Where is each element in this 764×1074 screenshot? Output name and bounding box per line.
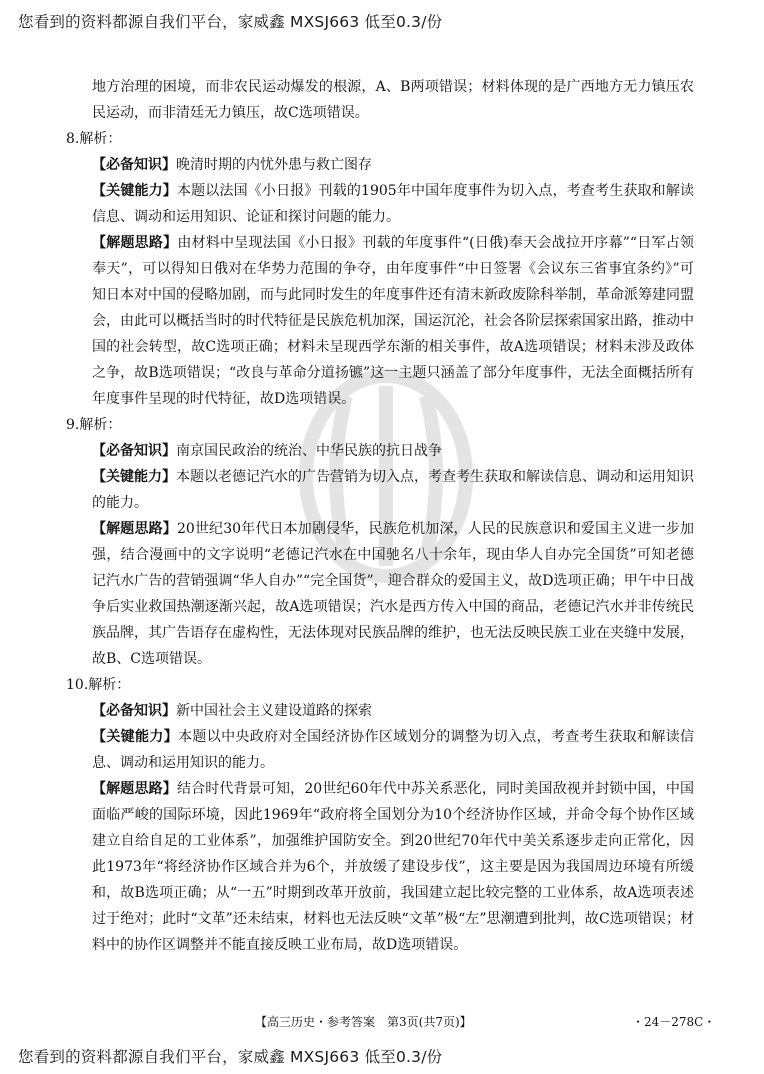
item-text: 本题以法国《小日报》刊载的1905年中国年度事件为切入点，考查考生获取和解读信息、调动和运用知识、论证和探讨问题的能力。 xyxy=(92,183,695,225)
question-10-heading: 10.解析： xyxy=(66,677,131,693)
footer-code: ・24－278C・ xyxy=(632,1015,716,1029)
tag-label: 【必备知识】 xyxy=(92,443,176,459)
tag-label: 【解题思路】 xyxy=(92,521,177,537)
q8-approach xyxy=(92,230,694,412)
item-text: 本题以中央政府对全国经济协作区域划分的调整为切入点，考查考生获取和解读信息、调动和运用知识的能力。 xyxy=(92,729,695,771)
item-text: 新中国社会主义建设道路的探索 xyxy=(176,703,372,719)
q8-ability xyxy=(92,178,694,230)
tag-label: 【解题思路】 xyxy=(92,235,178,251)
tag-label: 【关键能力】 xyxy=(92,469,176,485)
tag-label: 【关键能力】 xyxy=(92,183,177,199)
intro-paragraph: 地方治理的困境，而非农民运动爆发的根源，A、B两项错误；材料体现的是广西地方无力镇压农民运动，而非清廷无力镇压，故C选项错误。 xyxy=(92,79,694,121)
q10-ability xyxy=(92,724,694,776)
q8-knowledge xyxy=(92,152,694,178)
item-text: 本题以老德记汽水的广告营销为切入点，考查考生获取和解读信息、调动和运用知识的能力。 xyxy=(92,469,694,511)
bottom-banner: 您看到的资料都源自我们平台，家威鑫 MXSJ663 低至0.3/份 xyxy=(18,1048,443,1066)
top-banner: 您看到的资料都源自我们平台，家威鑫 MXSJ663 低至0.3/份 xyxy=(18,13,443,31)
question-9-heading: 9.解析： xyxy=(66,417,122,433)
q9-approach xyxy=(92,516,694,672)
item-text: 晚清时期的内忧外患与救亡图存 xyxy=(176,157,372,173)
item-text: 结合时代背景可知，20世纪60年代中苏关系恶化，同时美国敌视并封锁中国，中国面临严峻的国际环境，因此1969年“政府将全国划分为10个经济协作区域，并命令每个协作区域建立自给自足的工业体系”，加强维护国防安全。到20世纪70年代中美关系逐步走向正常化，因此1973年“将经济协作区域合并为6个，并放缓了建设步伐”，这主要是因为我国周边环境有所缓和，故B选项正确；从“一五”时期到改革开放前，我国建立起比较完整的工业体系，故A选项表述过于绝对；此时“文革”还未结束，材料也无法反映“文革”极“左”思潮遭到批判，故C选项错误；材料中的协作区调整并不能直接反映工业布局，故D选项错误。 xyxy=(92,781,694,953)
q9-knowledge xyxy=(92,438,694,464)
question-8-heading: 8.解析： xyxy=(66,131,122,147)
tag-label: 【必备知识】 xyxy=(92,703,176,719)
tag-label: 【必备知识】 xyxy=(92,157,176,173)
item-text: 由材料中呈现法国《小日报》刊载的年度事件“(日俄)奉天会战拉开序幕”“日军占领奉天”，可以得知日俄对在华势力范围的争夺，由年度事件“中日签署《会议东三省事宜条约》”可知日本对中国的侵略加剧，而与此同时发生的年度事件还有清末新政废除科举制，革命派筹建同盟会，由此可以概括当时的时代特征是民族危机加深，国运沉沦，社会各阶层探索国家出路，推动中国的社会转型，故C选项正确；材料未呈现西学东渐的相关事件，故A选项错误；材料未涉及政体之争，故B选项错误；“改良与革命分道扬镳”这一主题只涵盖了部分年度事件，无法全面概括所有年度事件呈现的时代特征，故D选项错误。 xyxy=(92,235,694,407)
answer-content xyxy=(66,74,695,958)
q9-ability xyxy=(92,464,694,516)
tag-label: 【关键能力】 xyxy=(92,729,179,745)
q10-knowledge xyxy=(92,698,694,724)
item-text: 20世纪30年代日本加剧侵华，民族危机加深，人民的民族意识和爱国主义进一步加强，结合漫画中的文字说明“老德记汽水在中国驰名八十余年，现由华人自办完全国货”可知老德记汽水广告的营销强调“华人自办”“完全国货”，迎合群众的爱国主义，故D选项正确；甲午中日战争后实业救国热潮逐渐兴起，故A选项错误；汽水是西方传入中国的商品，老德记汽水并非传统民族品牌，其广告语存在虚构性，无法体现对民族品牌的维护，也无法反映民族工业在夹缝中发展，故B、C选项错误。 xyxy=(92,521,694,667)
tag-label: 【解题思路】 xyxy=(92,781,177,797)
footer-page-info: 【高三历史・参考答案 第3页(共7页)】 xyxy=(255,1015,472,1029)
item-text: 南京国民政治的统治、中华民族的抗日战争 xyxy=(176,443,442,459)
q10-approach xyxy=(92,776,694,958)
